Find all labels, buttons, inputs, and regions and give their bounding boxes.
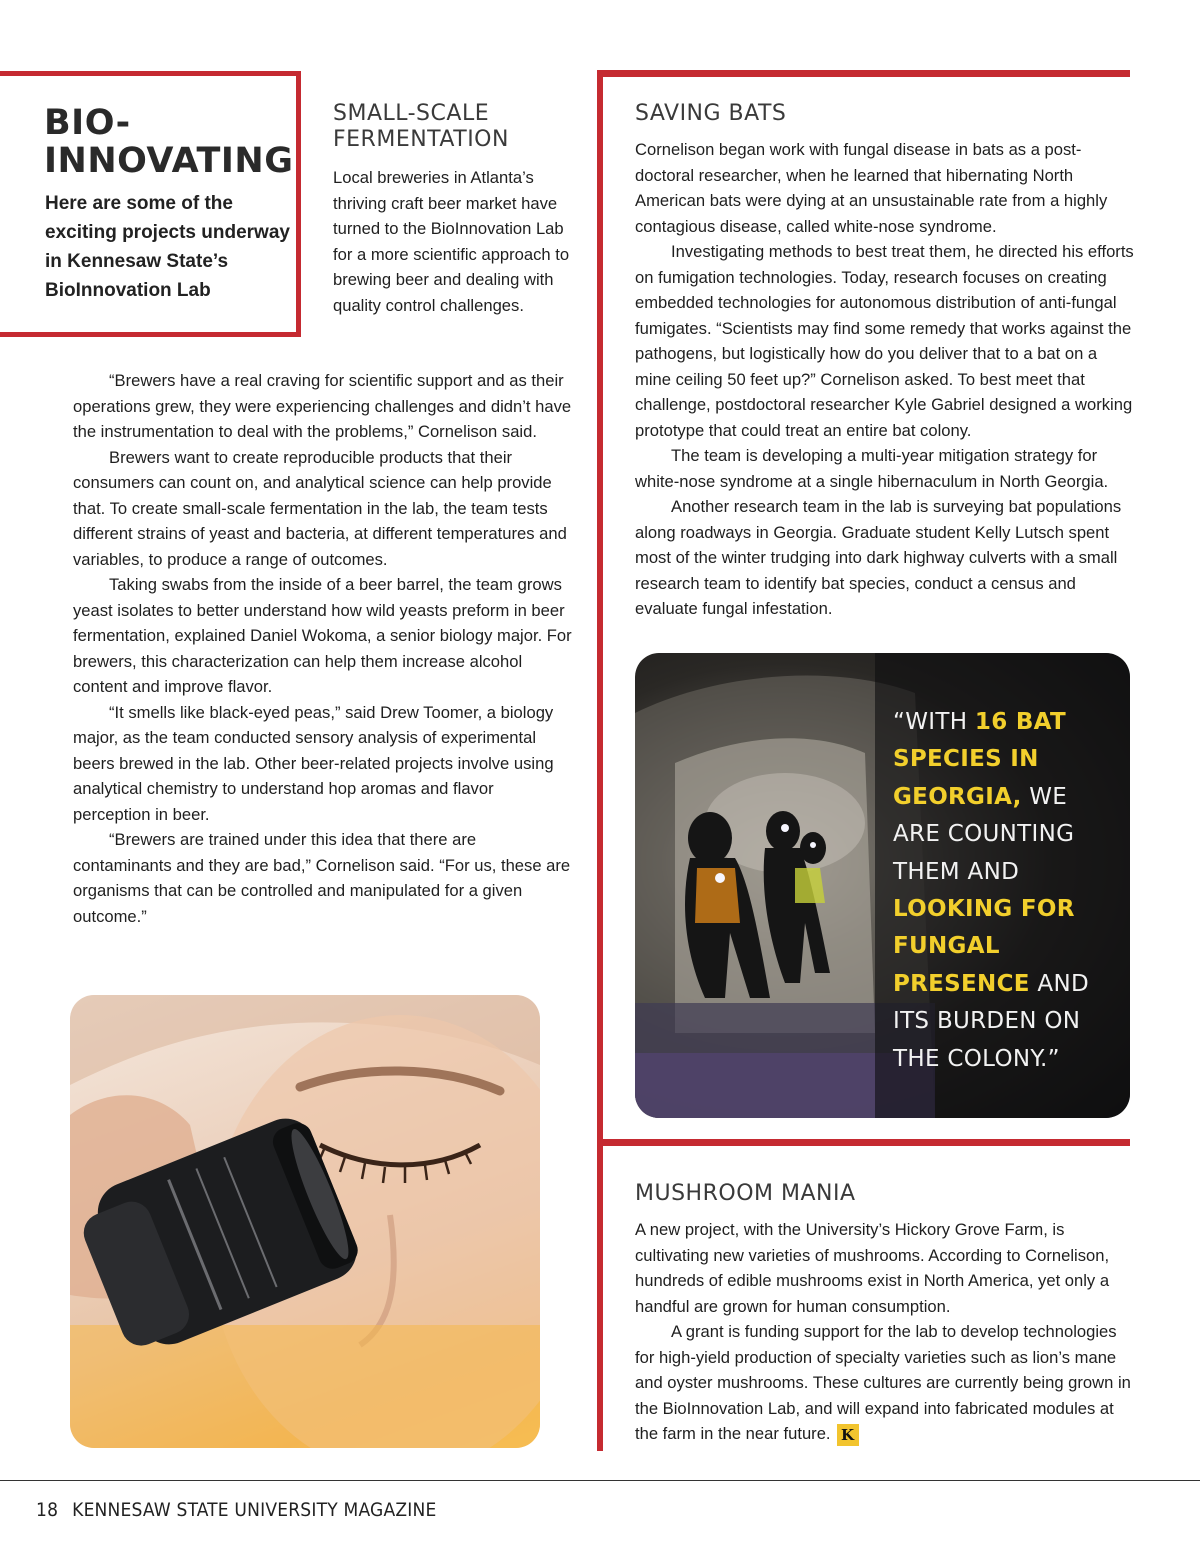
right-column-vertical-rule-lower xyxy=(597,1139,603,1451)
microscope-photo xyxy=(70,995,540,1448)
fermentation-paragraph: “It smells like black-eyed peas,” said Drew Toomer, a biology major, as the team conducted sensory analysis of experimental beers brewed in the lab. Other beer-related projects involve using analytical chemistry to understand hop aromas and flavor perception in beer. xyxy=(73,702,554,824)
bats-heading: SAVING BATS xyxy=(635,101,787,126)
bats-body xyxy=(635,137,1135,622)
mushroom-body xyxy=(635,1217,1135,1447)
fermentation-heading-line1: SMALL-SCALE xyxy=(333,101,490,126)
bats-paragraph: Cornelison began work with fungal disease in bats as a post-doctoral researcher, when he learned that hibernating North American bats were dying at an unsustainable rate from a highly contagious disease, called white-nose syndrome. xyxy=(635,140,1108,236)
mushroom-paragraph: A new project, with the University’s Hickory Grove Farm, is cultivating new varieties of mushrooms. According to Cornelison, hundreds of edible mushrooms exist in North America, yet only a handful are grown for human consumption. xyxy=(635,1220,1110,1316)
footer xyxy=(36,1499,436,1521)
pull-quote-highlight: 16 BAT SPECIES IN GEORGIA, xyxy=(893,709,1066,810)
fermentation-heading-line2: FERMENTATION xyxy=(333,127,509,152)
mushroom-paragraph-text: A grant is funding support for the lab to develop technologies for high-yield production of specialty varieties such as lion’s mane and oyster mushrooms. These cultures are currently being grown in the BioInnovation Lab, and will expand into fabricated modules at the farm in the near future. xyxy=(635,1322,1131,1443)
fermentation-heading xyxy=(333,101,573,153)
fermentation-body xyxy=(73,368,573,929)
pull-quote-text: WE ARE COUNTING THEM AND xyxy=(893,783,1075,885)
page-subtitle: Here are some of the exciting projects underway in Kennesaw State’s BioInnovation Lab xyxy=(45,193,290,301)
fermentation-intro xyxy=(333,165,573,318)
pull-quote-text: AND ITS BURDEN ON THE COLONY.” xyxy=(893,970,1089,1072)
fermentation-paragraph: “Brewers are trained under this idea that there are contaminants and they are bad,” Cornelison said. “For us, these are organisms that can be controlled and manipulated for a given outcome.” xyxy=(73,830,571,926)
fermentation-paragraph: Brewers want to create reproducible products that their consumers can count on, and analytical science can help provide that. To create small-scale fermentation in the lab, the team tests different strains of yeast and bacteria, at different temperatures and variables, to produce a range of outcomes. xyxy=(73,447,567,569)
mushroom-paragraph xyxy=(635,1319,1135,1447)
bats-paragraph: Another research team in the lab is surveying bat populations along roadways in Georgia. Graduate student Kelly Lutsch spent most of the winter trudging into dark highway culverts with a small research team to identify bat species, conduct a census and evaluate fungal infestation. xyxy=(635,497,1122,618)
bats-paragraph: The team is developing a multi-year mitigation strategy for white-nose syndrome at a single hibernaculum in North Georgia. xyxy=(635,446,1109,491)
footer-rule xyxy=(0,1480,1200,1481)
mushroom-heading: MUSHROOM MANIA xyxy=(635,1181,856,1206)
right-column-middle-rule xyxy=(597,1139,1130,1146)
fermentation-intro-paragraph: Local breweries in Atlanta’s thriving craft beer market have turned to the BioInnovation Lab for a more scientific approach to brewing beer and dealing with quality control challenges. xyxy=(333,168,570,315)
page-title-line2: INNOVATING xyxy=(44,141,294,181)
fermentation-paragraph: Taking swabs from the inside of a beer barrel, the team grows yeast isolates to better understand how wild yeasts preform in beer fermentation, explained Daniel Wokoma, a senior biology major. For brewers, this characterization can help them increase alcohol content and improve flavor. xyxy=(73,575,572,696)
pull-quote-highlight: LOOKING FOR FUNGAL PRESENCE xyxy=(893,896,1075,997)
publication-name: KENNESAW STATE UNIVERSITY MAGAZINE xyxy=(72,1499,437,1521)
right-column-vertical-rule xyxy=(597,70,603,1142)
right-column-top-rule xyxy=(597,70,1130,77)
pull-quote xyxy=(893,704,1118,1078)
page-title-line1: BIO- xyxy=(44,103,131,143)
page-title xyxy=(44,104,304,180)
end-of-article-mark: K xyxy=(837,1424,859,1446)
fermentation-paragraph: “Brewers have a real craving for scientific support and as their operations grew, they were experiencing challenges and didn’t have the instrumentation to deal with the problems,” Cornelison said. xyxy=(73,371,572,441)
page-number: 18 xyxy=(36,1499,59,1521)
bats-paragraph: Investigating methods to best treat them, he directed his efforts on fumigation technologies. Today, research focuses on creating embedded technologies for autonomous distribution of anti-fungal fumigates. “Scientists may find some remedy that works against the pathogens, but logistically how do you deliver that to a bat on a mine ceiling 50 feet up?” Cornelison asked. To best meet that challenge, postdoctoral researcher Kyle Gabriel designed a working prototype that could treat an entire bat colony. xyxy=(635,242,1134,440)
pull-quote-text: “WITH xyxy=(893,709,975,735)
microscope-photo-illustration xyxy=(70,995,540,1448)
